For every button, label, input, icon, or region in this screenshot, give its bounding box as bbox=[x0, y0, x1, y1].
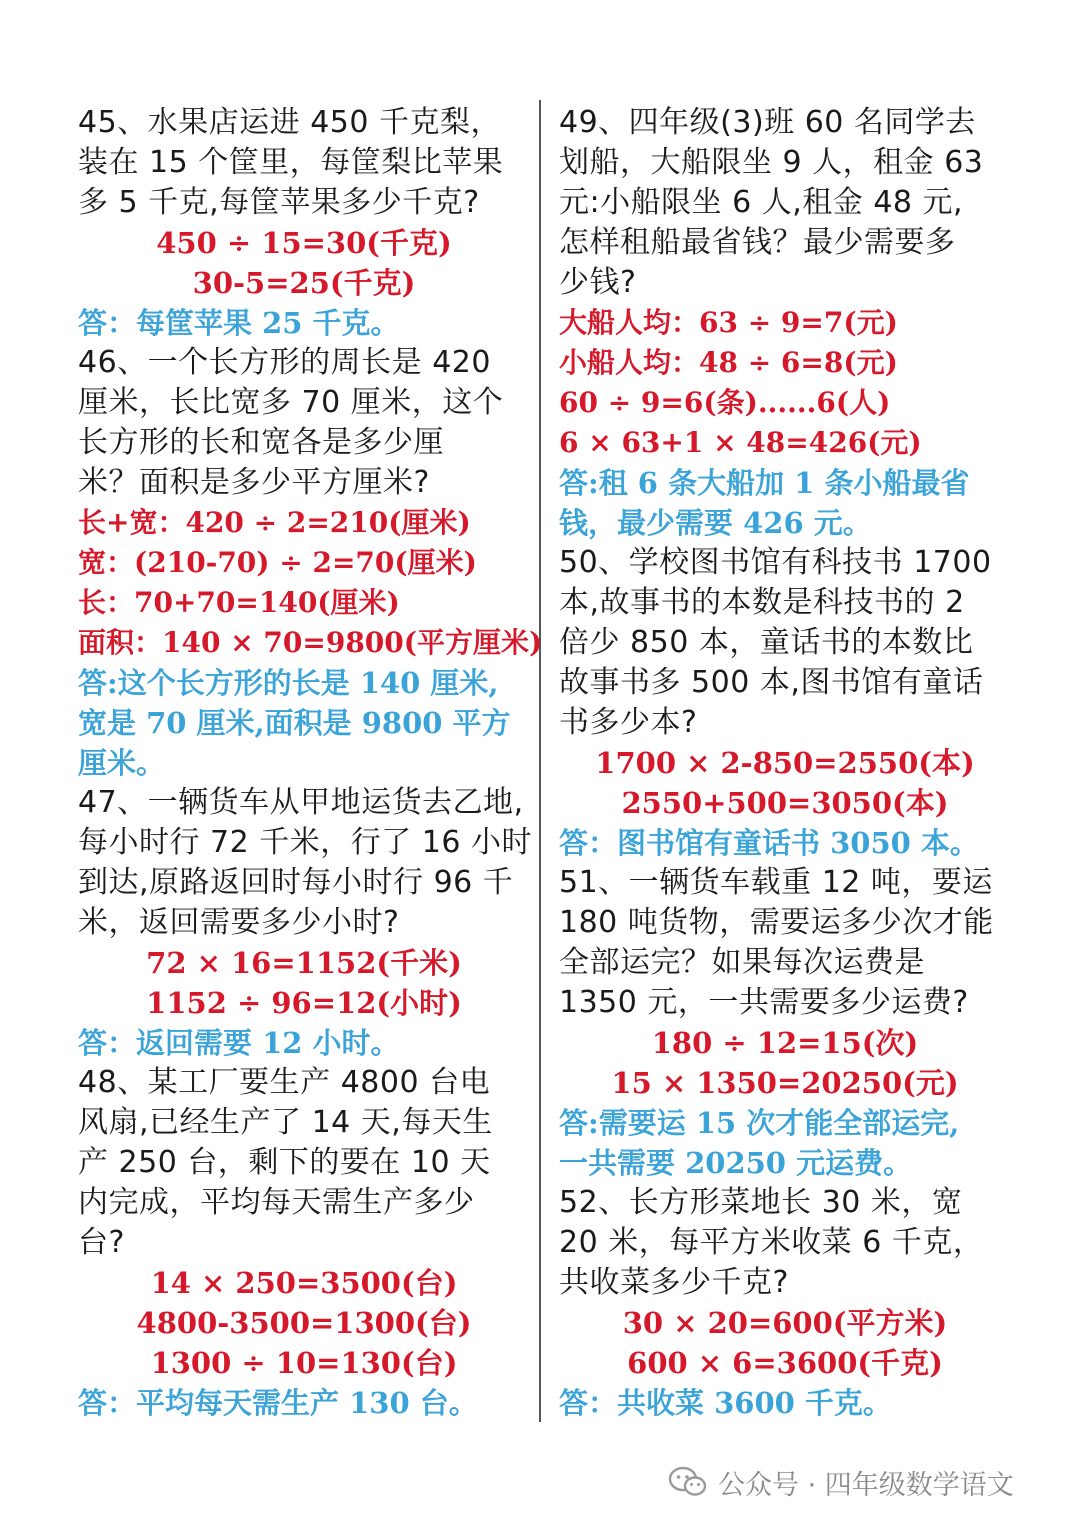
question-line: 每小时行 72 千米，行了 16 小时 bbox=[78, 825, 532, 860]
wechat-icon bbox=[668, 1466, 708, 1498]
question-line: 到达,原路返回时每小时行 96 千 bbox=[78, 865, 514, 900]
question-line: 47、一辆货车从甲地运货去乙地, bbox=[78, 785, 524, 820]
question-line: 20 米，每平方米收菜 6 千克， bbox=[559, 1225, 984, 1260]
calculation-line: 30 × 20=600(平方米) bbox=[622, 1306, 948, 1340]
calculation-line: 1300 ÷ 10=130(台) bbox=[150, 1346, 458, 1380]
question-line: 50、学校图书馆有科技书 1700 bbox=[559, 545, 992, 580]
calculation-line: 15 × 1350=20250(元) bbox=[611, 1066, 959, 1100]
calculation-line: 600 × 6=3600(千克) bbox=[627, 1346, 943, 1380]
question-line: 内完成，平均每天需生产多少 bbox=[78, 1185, 475, 1220]
question-line: 倍少 850 本，童话书的本数比 bbox=[559, 625, 974, 660]
question-line: 故事书多 500 本,图书馆有童话 bbox=[559, 665, 984, 700]
answer-line: 答:租 6 条大船加 1 条小船最省 bbox=[559, 466, 970, 500]
calculation-line: 面积：140 × 70=9800(平方厘米) bbox=[78, 626, 543, 659]
calculation-line: 2550+500=3050(本) bbox=[621, 786, 949, 820]
footer bbox=[668, 1462, 1014, 1502]
answer-line: 答：平均每天需生产 130 台。 bbox=[78, 1386, 478, 1420]
question-line: 多 5 千克,每筐苹果多少千克? bbox=[78, 185, 480, 220]
question-line: 风扇,已经生产了 14 天,每天生 bbox=[78, 1105, 493, 1140]
question-line: 长方形的长和宽各是多少厘 bbox=[78, 425, 444, 460]
question-line: 少钱? bbox=[559, 265, 637, 300]
calculation-line: 72 × 16=1152(千米) bbox=[146, 946, 462, 980]
question-line: 产 250 台，剩下的要在 10 天 bbox=[78, 1145, 491, 1180]
footer-text: 公众号 · 四年级数学语文 bbox=[718, 1469, 1014, 1501]
answer-line: 答:这个长方形的长是 140 厘米, bbox=[78, 666, 499, 700]
question-line: 45、水果店运进 450 千克梨， bbox=[78, 105, 502, 140]
calculation-line: 60 ÷ 9=6(条)......6(人) bbox=[559, 386, 891, 419]
question-line: 共收菜多少千克? bbox=[559, 1265, 789, 1300]
question-line: 1350 元，一共需要多少运费? bbox=[559, 985, 969, 1020]
answer-line: 答：返回需要 12 小时。 bbox=[78, 1026, 400, 1060]
calculation-line: 长+宽：420 ÷ 2=210(厘米) bbox=[78, 506, 471, 539]
answer-line: 一共需要 20250 元运费。 bbox=[559, 1146, 913, 1180]
answer-line: 答：每筐苹果 25 千克。 bbox=[78, 306, 400, 340]
question-line: 怎样租船最省钱？最少需要多 bbox=[559, 225, 956, 260]
calculation-line: 小船人均：48 ÷ 6=8(元) bbox=[559, 346, 898, 379]
answer-line: 宽是 70 厘米,面积是 9800 平方 bbox=[78, 706, 511, 740]
calculation-line: 30-5=25(千克) bbox=[192, 266, 416, 300]
question-line: 台? bbox=[78, 1225, 125, 1260]
question-line: 装在 15 个筐里，每筐梨比苹果 bbox=[78, 145, 504, 180]
question-line: 厘米，长比宽多 70 厘米，这个 bbox=[78, 385, 504, 420]
answer-line: 答：图书馆有童话书 3050 本。 bbox=[559, 826, 979, 860]
question-line: 元:小船限坐 6 人,租金 48 元, bbox=[559, 185, 964, 220]
answer-line: 厘米。 bbox=[78, 746, 166, 780]
question-line: 米，返回需要多少小时? bbox=[78, 905, 400, 940]
calculation-line: 4800-3500=1300(台) bbox=[136, 1306, 472, 1340]
calculation-line: 1152 ÷ 96=12(小时) bbox=[146, 986, 462, 1020]
calculation-line: 长：70+70=140(厘米) bbox=[78, 586, 400, 619]
calculation-line: 14 × 250=3500(台) bbox=[150, 1266, 458, 1300]
calculation-line: 450 ÷ 15=30(千克) bbox=[156, 226, 452, 260]
calculation-line: 大船人均：63 ÷ 9=7(元) bbox=[559, 306, 898, 339]
question-line: 划船，大船限坐 9 人，租金 63 bbox=[559, 145, 984, 180]
answer-line: 钱，最少需要 426 元。 bbox=[559, 506, 872, 540]
question-line: 51、一辆货车载重 12 吨，要运 bbox=[559, 865, 993, 900]
question-line: 48、某工厂要生产 4800 台电 bbox=[78, 1065, 491, 1100]
question-line: 180 吨货物，需要运多少次才能 bbox=[559, 905, 994, 940]
calculation-line: 1700 × 2-850=2550(本) bbox=[595, 746, 975, 780]
answer-line: 答：共收菜 3600 千克。 bbox=[559, 1386, 892, 1420]
answer-line: 答:需要运 15 次才能全部运完, bbox=[559, 1106, 960, 1140]
question-line: 本,故事书的本数是科技书的 2 bbox=[559, 585, 965, 620]
question-line: 书多少本? bbox=[559, 705, 698, 740]
question-line: 米？面积是多少平方厘米? bbox=[78, 465, 430, 500]
column-divider bbox=[539, 100, 541, 1422]
question-line: 全部运完？如果每次运费是 bbox=[559, 945, 925, 980]
calculation-line: 宽：(210-70) ÷ 2=70(厘米) bbox=[78, 546, 477, 579]
left-column bbox=[78, 103, 543, 1423]
question-line: 49、四年级(3)班 60 名同学去 bbox=[559, 105, 976, 140]
calculation-line: 180 ÷ 12=15(次) bbox=[651, 1026, 919, 1060]
right-column bbox=[559, 103, 1011, 1423]
question-line: 52、长方形菜地长 30 米，宽 bbox=[559, 1185, 963, 1220]
question-line: 46、一个长方形的周长是 420 bbox=[78, 345, 491, 380]
calculation-line: 6 × 63+1 × 48=426(元) bbox=[559, 426, 922, 459]
